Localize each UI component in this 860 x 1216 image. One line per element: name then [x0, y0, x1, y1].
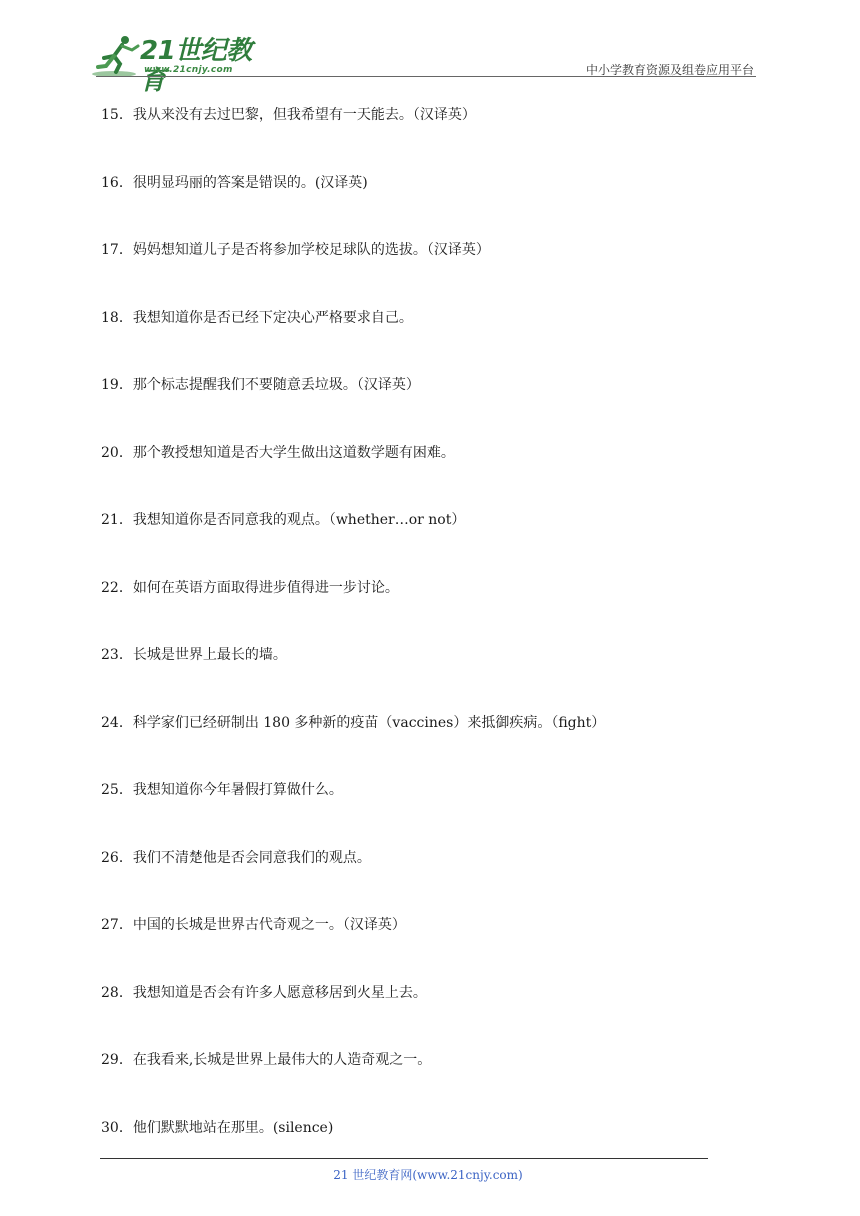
question-item: 23．长城是世界上最长的墙。: [101, 647, 287, 663]
footer-divider: [100, 1158, 708, 1159]
logo-text: 21世纪教育: [140, 36, 252, 96]
running-figure-icon: [92, 34, 142, 78]
question-item: 28．我想知道是否会有许多人愿意移居到火星上去。: [101, 985, 427, 1001]
question-item: 20．那个教授想知道是否大学生做出这道数学题有困难。: [101, 445, 455, 461]
logo-url: www.21cnjy.com: [144, 65, 233, 75]
question-item: 21．我想知道你是否同意我的观点。（whether…or not）: [101, 512, 466, 528]
question-item: 19．那个标志提醒我们不要随意丢垃圾。（汉译英）: [101, 377, 420, 393]
question-item: 24．科学家们已经研制出 180 多种新的疫苗（vaccines）来抵御疾病。（fight）: [101, 715, 606, 731]
question-item: 29．在我看来,长城是世界上最伟大的人造奇观之一。: [101, 1052, 432, 1068]
question-item: 26．我们不清楚他是否会同意我们的观点。: [101, 850, 371, 866]
question-item: 15．我从来没有去过巴黎，但我希望有一天能去。（汉译英）: [101, 107, 476, 123]
question-item: 16．很明显玛丽的答案是错误的。(汉译英): [101, 175, 368, 191]
question-item: 22．如何在英语方面取得进步值得进一步讨论。: [101, 580, 399, 596]
footer-link[interactable]: 21 世纪教育网(www.21cnjy.com): [333, 1168, 523, 1182]
platform-name: 中小学教育资源及组卷应用平台: [585, 63, 754, 77]
question-item: 18．我想知道你是否已经下定决心严格要求自己。: [101, 310, 413, 326]
site-logo: [92, 34, 262, 96]
page-header: [0, 0, 860, 96]
page-footer: [0, 1166, 860, 1183]
question-item: 30．他们默默地站在那里。(silence): [101, 1120, 334, 1136]
header-divider: [96, 76, 756, 77]
question-item: 25．我想知道你今年暑假打算做什么。: [101, 782, 343, 798]
question-item: 27．中国的长城是世界古代奇观之一。（汉译英）: [101, 917, 406, 933]
question-item: 17．妈妈想知道儿子是否将参加学校足球队的选拔。（汉译英）: [101, 242, 490, 258]
